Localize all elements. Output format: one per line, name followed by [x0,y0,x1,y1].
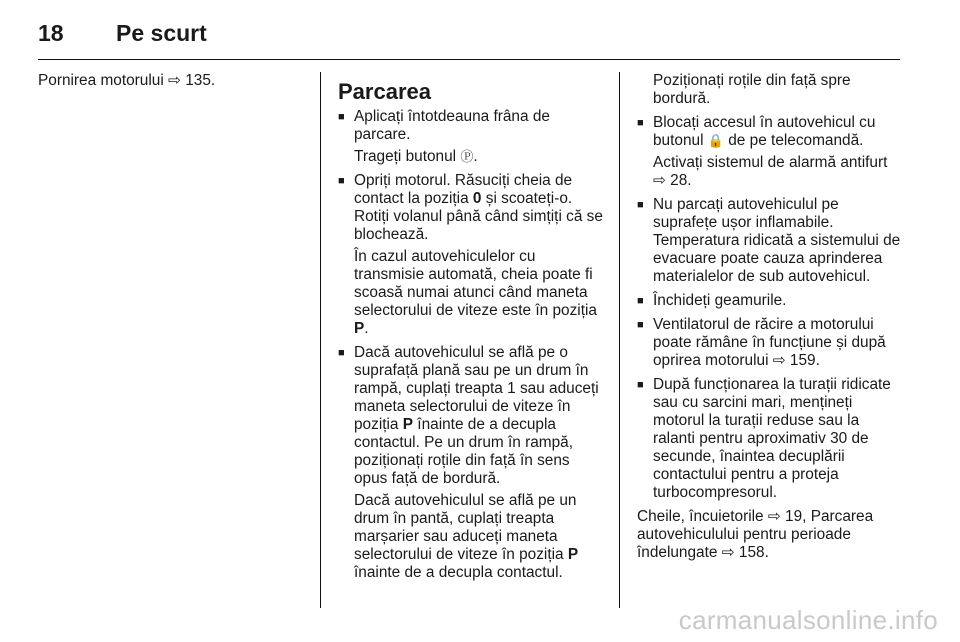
list-item: ■ Blocați accesul în autovehicul cu butonul 🔒 de pe telecomandă. Activați sistemul de alarmă antifurt ⇨ 28. [637,114,903,190]
watermark: carmanualsonline.info [678,605,938,635]
continued-text: Poziționați roțile din față spre bordură. [653,72,851,107]
engine-start-reference: Pornirea motorului ⇨ 135. [38,72,216,89]
gear-position-bold: P [402,416,414,433]
gear-position-bold: P [354,320,365,337]
list-item-subtext: În cazul autovehiculelor cu transmisie automată, cheia poate fi scoasă numai atunci când maneta selectorului de viteze este în poziția P. [354,248,597,337]
page-number: 18 [38,20,64,46]
list-item: ■ Opriți motorul. Răsuciți cheia de contact la poziția 0 și scoateți-o. Rotiți volanul până când simțiți că se blochează. În cazul autovehiculelor cu transmisie automată, cheia poate fi scoasă numai atunci când maneta selectorului de viteze este în poziția P. [338,172,606,338]
column-3 [637,72,903,568]
list-item-text: Aplicați întotdeauna frâna de parcare. [354,108,550,143]
list-item-subtext: Trageți butonul Ⓟ. [354,148,478,165]
gear-position-bold: P [567,546,579,563]
column-divider-2 [619,72,620,608]
parking-steps-list [338,108,606,582]
column-2 [338,72,606,588]
key-position-bold: 0 [472,190,482,207]
column-divider-1 [320,72,321,608]
list-item: ■ Închideți geamurile. [637,292,903,310]
list-item: ■ Ventilatorul de răcire a motorului poate rămâne în funcțiune și după oprirea motorului ⇨ 159. [637,316,903,370]
parking-steps-list-continued [637,114,903,502]
parking-brake-icon: Ⓟ [460,149,474,164]
column-1 [38,72,304,96]
list-item-subtext: Activați sistemul de alarmă antifurt ⇨ 28. [653,154,888,189]
header-rule [38,59,900,60]
page-title: Pe scurt [116,20,207,46]
list-item: ■ Nu parcați autovehiculul pe suprafețe ușor inflamabile. Temperatura ridicată a sistemului de evacuare poate cauza aprinderea materialelor de sub autovehicul. [637,196,903,286]
see-also-references: Cheile, încuietorile ⇨ 19, Parcarea autovehiculului pentru perioade îndelungate ⇨ 158. [637,508,874,561]
list-item [338,108,606,166]
list-item-subtext: Dacă autovehiculul se află pe un drum în pantă, cuplați treapta marșarier sau aduceți maneta selectorului de viteze în poziția P înainte de a decupla contactul. [354,492,579,581]
list-item: ■ După funcționarea la turații ridicate sau cu sarcini mari, mențineți motorul la turații reduse sau la ralanti pentru aproximativ 30 de secunde, înaintea decuplării contactului pentru a proteja turbocompresorul. [637,376,903,502]
lock-icon: 🔒 [707,133,724,148]
section-title-parking: Parcarea [338,79,431,104]
list-item: ■ Dacă autovehiculul se află pe o suprafață plană sau pe un drum în rampă, cuplați treapta 1 sau aduceți maneta selectorului de viteze în poziția P înainte de a decupla contactul. Pe un drum în rampă, poziționați roțile din față în sens opus față de bordură. Dacă autovehiculul se află pe un drum în pantă, cuplați treapta marșarier sau aduceți maneta selectorului de viteze în poziția P înainte de a decupla contactul. [338,344,606,582]
